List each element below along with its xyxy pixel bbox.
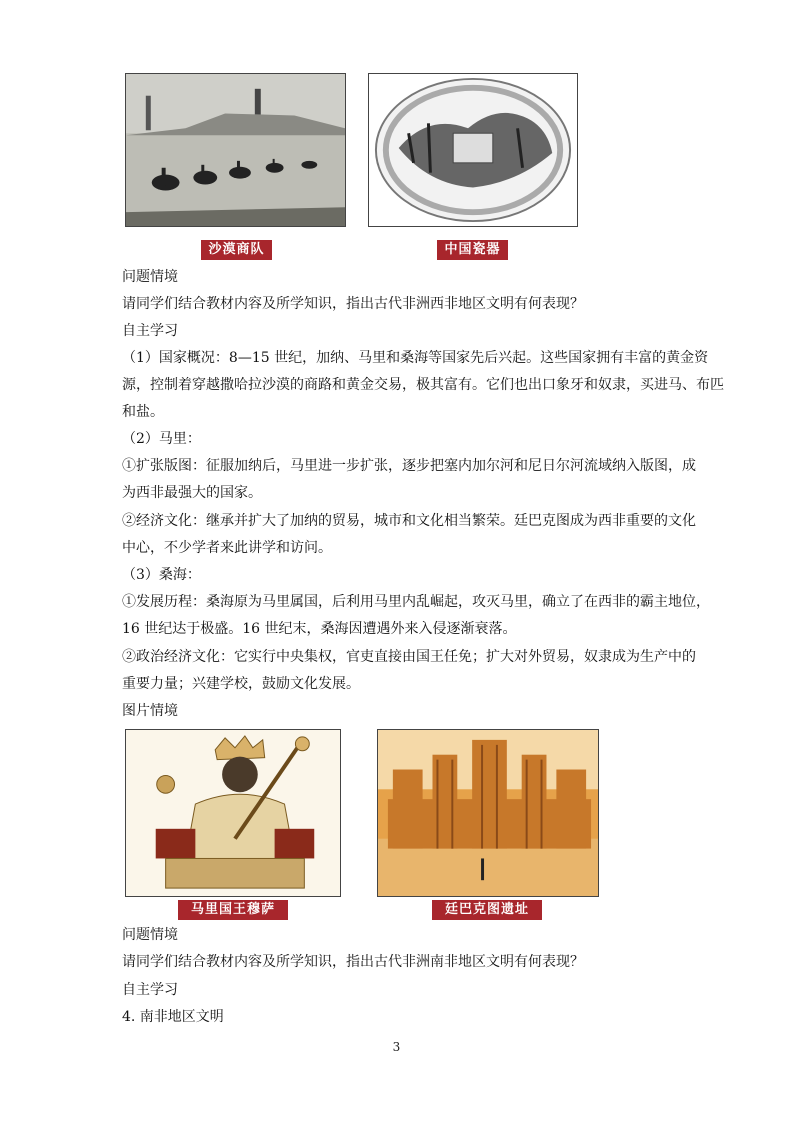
paragraph-mali-economy-line2: 中心，不少学者来此讲学和访问。: [122, 540, 332, 556]
question-south-africa: 请同学们结合教材内容及所学知识，指出古代非洲南非地区文明有何表现？: [122, 954, 584, 970]
heading-problem-context-2: 问题情境: [122, 927, 178, 943]
heading-self-study: 自主学习: [122, 323, 178, 339]
question-west-africa: 请同学们结合教材内容及所学知识，指出古代非洲西非地区文明有何表现？: [122, 296, 584, 312]
item-south-africa-civilization: 4. 南非地区文明: [122, 1009, 224, 1025]
desert-caravan-image: [125, 73, 346, 227]
paragraph-songhai-politics-line2: 重要力量；兴建学校，鼓励文化发展。: [122, 676, 360, 692]
subheading-songhai: （3）桑海：: [122, 567, 201, 583]
caption-chinese-porcelain: 中国瓷器: [437, 240, 508, 260]
heading-self-study-2: 自主学习: [122, 982, 178, 998]
paragraph-mali-expansion-line1: ①扩张版图：征服加纳后，马里进一步扩张，逐步把塞内加尔河和尼日尔河流域纳入版图，成: [122, 458, 696, 474]
caption-mali-king-musa: 马里国王穆萨: [178, 900, 288, 920]
heading-picture-context: 图片情境: [122, 703, 178, 719]
chinese-porcelain-image: [368, 73, 578, 227]
caption-timbuktu-ruins: 廷巴克图遗址: [432, 900, 542, 920]
timbuktu-ruins-image: [377, 729, 599, 897]
paragraph-country-overview-line2: 源，控制着穿越撒哈拉沙漠的商路和黄金交易，极其富有。它们也出口象牙和奴隶，买进马、布匹: [122, 377, 724, 393]
heading-problem-context: 问题情境: [122, 269, 178, 285]
paragraph-songhai-history-line2: 16 世纪达于极盛。16 世纪末，桑海因遭遇外来入侵逐渐衰落。: [122, 621, 517, 637]
paragraph-songhai-politics-line1: ②政治经济文化：它实行中央集权，官吏直接由国王任免；扩大对外贸易，奴隶成为生产中的: [122, 649, 696, 665]
mali-king-musa-image: [125, 729, 341, 897]
paragraph-country-overview-line3: 和盐。: [122, 404, 164, 420]
paragraph-songhai-history-line1: ①发展历程：桑海原为马里属国，后利用马里内乱崛起，攻灭马里，确立了在西非的霸主地位，: [122, 594, 710, 610]
page-number: 3: [392, 1040, 401, 1054]
subheading-mali: （2）马里：: [122, 431, 201, 447]
paragraph-mali-economy-line1: ②经济文化：继承并扩大了加纳的贸易，城市和文化相当繁荣。廷巴克图成为西非重要的文化: [122, 513, 696, 529]
paragraph-country-overview-line1: （1）国家概况：8—15 世纪，加纳、马里和桑海等国家先后兴起。这些国家拥有丰富的黄金资: [122, 350, 709, 366]
paragraph-mali-expansion-line2: 为西非最强大的国家。: [122, 485, 262, 501]
caption-desert-caravan: 沙漠商队: [201, 240, 272, 260]
